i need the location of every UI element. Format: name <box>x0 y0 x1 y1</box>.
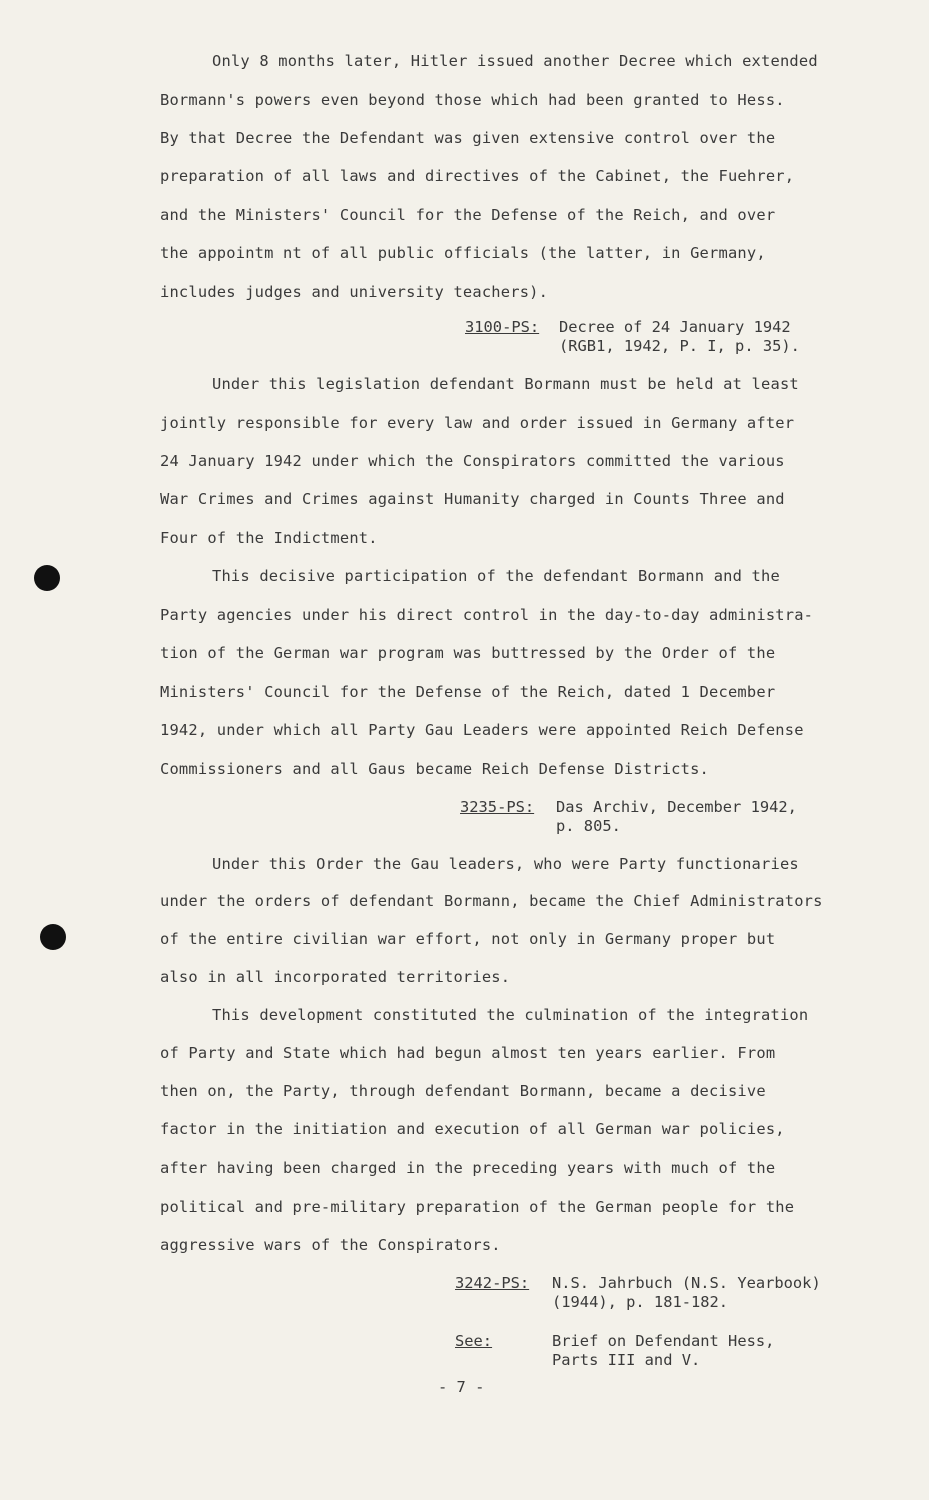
page-number: - 7 - <box>438 1378 485 1396</box>
text-line: Ministers' Council for the Defense of the Reich, dated 1 December <box>160 683 776 701</box>
citation-reference <box>465 318 539 337</box>
text-line: and the Ministers' Council for the Defense of the Reich, and over <box>160 206 776 224</box>
citation-line: p. 805. <box>556 817 621 835</box>
text-line: political and pre-military preparation of the German people for the <box>160 1198 795 1216</box>
citation-line: Brief on Defendant Hess, <box>552 1332 775 1350</box>
text-line: of the entire civilian war effort, not only in Germany proper but <box>160 930 776 948</box>
text-line: Party agencies under his direct control in the day-to-day administra- <box>160 606 814 624</box>
punch-hole <box>40 924 66 950</box>
text-line: tion of the German war program was buttressed by the Order of the <box>160 644 776 662</box>
citation-ref-number: 3235-PS: <box>460 798 535 816</box>
text-line: after having been charged in the preceding years with much of the <box>160 1159 776 1177</box>
citation-line: (RGB1, 1942, P. I, p. 35). <box>559 337 800 355</box>
citation-reference <box>455 1274 529 1293</box>
text-line: aggressive wars of the Conspirators. <box>160 1236 501 1254</box>
citation-text <box>552 1274 821 1312</box>
text-line: also in all incorporated territories. <box>160 968 511 986</box>
text-line: By that Decree the Defendant was given extensive control over the <box>160 129 776 147</box>
text-line: factor in the initiation and execution of all German war policies, <box>160 1120 785 1138</box>
punch-hole <box>34 565 60 591</box>
text-line: This development constituted the culmination of the integration <box>212 1006 809 1024</box>
text-line: War Crimes and Crimes against Humanity charged in Counts Three and <box>160 490 785 508</box>
text-line: This decisive participation of the defendant Bormann and the <box>212 567 780 585</box>
see-reference: See: <box>455 1332 493 1350</box>
text-line: the appointm nt of all public officials (the latter, in Germany, <box>160 244 766 262</box>
citation-reference <box>460 798 534 817</box>
citation-line: Das Archiv, December 1942, <box>556 798 797 816</box>
citation-text <box>552 1332 774 1370</box>
citation-ref-number: 3242-PS: <box>455 1274 530 1292</box>
citation-text <box>556 798 797 836</box>
citation-line: Decree of 24 January 1942 <box>559 318 791 336</box>
text-line: Only 8 months later, Hitler issued another Decree which extended <box>212 52 818 70</box>
text-line: Commissioners and all Gaus became Reich Defense Districts. <box>160 760 710 778</box>
citation-line: N.S. Jahrbuch (N.S. Yearbook) <box>552 1274 821 1292</box>
text-line: 24 January 1942 under which the Conspirators committed the various <box>160 452 785 470</box>
citation-text <box>559 318 800 356</box>
text-line: Bormann's powers even beyond those which had been granted to Hess. <box>160 91 785 109</box>
text-line: 1942, under which all Party Gau Leaders were appointed Reich Defense <box>160 721 804 739</box>
text-line: includes judges and university teachers). <box>160 283 549 301</box>
citation-line: (1944), p. 181-182. <box>552 1293 729 1311</box>
text-line: of Party and State which had begun almost ten years earlier. From <box>160 1044 776 1062</box>
text-line: Four of the Indictment. <box>160 529 378 547</box>
citation-reference <box>455 1332 492 1351</box>
citation-ref-number: 3100-PS: <box>465 318 540 336</box>
text-line: Under this legislation defendant Bormann must be held at least <box>212 375 799 393</box>
text-line: then on, the Party, through defendant Bormann, became a decisive <box>160 1082 766 1100</box>
citation-line: Parts III and V. <box>552 1351 701 1369</box>
text-line: under the orders of defendant Bormann, became the Chief Administrators <box>160 892 823 910</box>
text-line: Under this Order the Gau leaders, who were Party functionaries <box>212 855 799 873</box>
text-line: jointly responsible for every law and order issued in Germany after <box>160 414 795 432</box>
text-line: preparation of all laws and directives of the Cabinet, the Fuehrer, <box>160 167 795 185</box>
